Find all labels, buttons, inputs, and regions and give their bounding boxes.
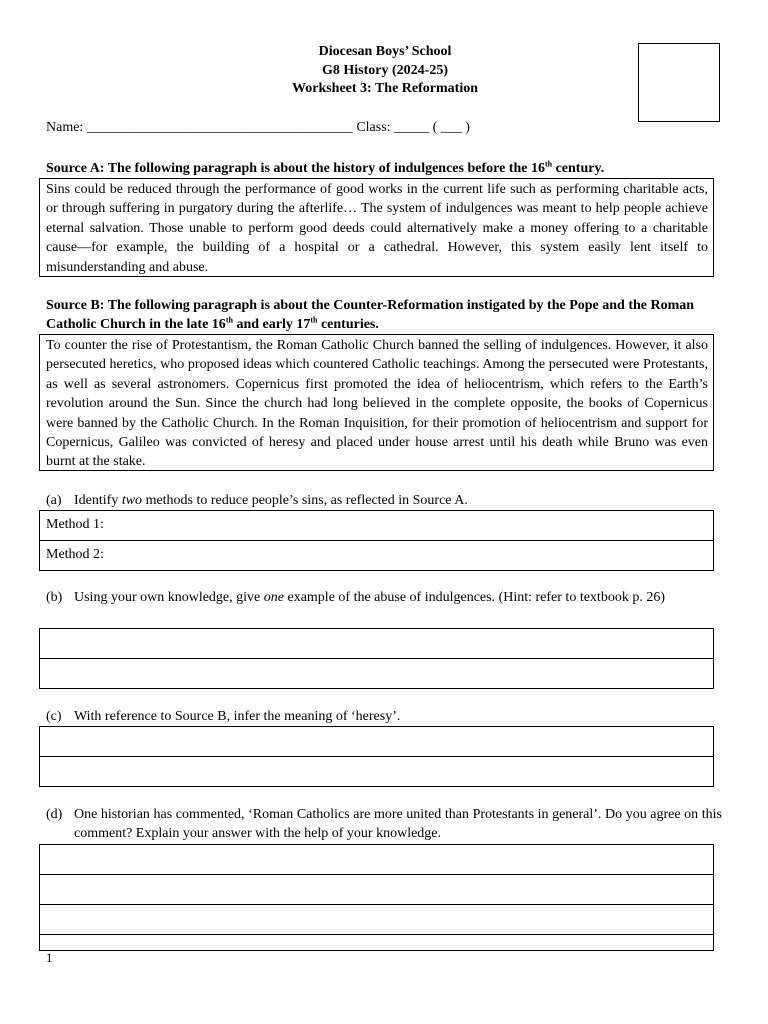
answer-row[interactable] <box>40 875 713 905</box>
answer-row-method-2[interactable] <box>40 541 713 571</box>
question-b <box>46 588 722 607</box>
question-a-text: Identify two methods to reduce people’s sins, as reflected in Source A. <box>74 493 468 508</box>
question-c-label: (c) <box>46 709 62 724</box>
method-2-label: Method 2: <box>46 547 104 562</box>
class-label: Class: <box>356 120 391 135</box>
source-b-title: Source B: The following paragraph is about the Counter-Reformation instigated by the Pope and the Roman Catholic Church in the late 16th and early 17th centuries. <box>46 298 695 332</box>
question-c <box>46 707 722 726</box>
source-a-text: Sins could be reduced through the performance of good works in the current life such as performing charitable acts, or through suffering in purgatory during the afterlife… The system of indulgences was meant to help people achieve eternal salvation. Those unable to perform good deeds could alternatively make a money offering to a charitable cause—for example, the building of a hospital or a cathedral. However, this system easily lent itself to misunderstanding and abuse. <box>46 182 708 275</box>
answer-table-a <box>39 510 714 571</box>
answer-row[interactable] <box>40 727 713 757</box>
question-d-text: One historian has commented, ‘Roman Catholics are more united than Protestants in general’. Do you agree on this comment? Explain your answer with the help of your knowledge. <box>74 807 722 841</box>
source-a-box <box>39 178 714 277</box>
answer-table-d <box>39 844 714 951</box>
answer-row[interactable] <box>40 629 713 659</box>
student-info-line <box>46 120 470 136</box>
question-a <box>46 491 722 510</box>
class-number-field[interactable]: ( ___ ) <box>432 120 470 135</box>
answer-row-method-1[interactable] <box>40 511 713 541</box>
question-b-label: (b) <box>46 590 63 605</box>
answer-row[interactable] <box>40 935 713 951</box>
answer-table-b <box>39 628 714 689</box>
page-number: 1 <box>46 950 53 965</box>
class-field[interactable]: _____ <box>394 120 430 135</box>
subject-title: G8 History (2024-25) <box>322 62 448 78</box>
method-1-label: Method 1: <box>46 517 104 532</box>
question-a-label: (a) <box>46 493 62 508</box>
worksheet-title: Worksheet 3: The Reformation <box>292 81 478 96</box>
question-c-text: With reference to Source B, infer the meaning of ‘heresy’. <box>74 709 401 724</box>
worksheet-header <box>190 43 580 99</box>
name-field[interactable]: ______________________________________ <box>86 120 353 135</box>
question-d-label: (d) <box>46 807 63 822</box>
answer-row[interactable] <box>40 659 713 689</box>
answer-row[interactable] <box>40 845 713 875</box>
answer-table-c <box>39 726 714 787</box>
question-b-text: Using your own knowledge, give one example of the abuse of indulgences. (Hint: refer to textbook p. 26) <box>74 590 665 605</box>
answer-row[interactable] <box>40 757 713 787</box>
name-label: Name: <box>46 120 84 135</box>
question-d <box>46 805 722 843</box>
source-a-title: Source A: The following paragraph is about the history of indulgences before the 16th century. <box>46 159 605 176</box>
source-b-box <box>39 334 714 471</box>
school-name: Diocesan Boys’ School <box>318 44 452 59</box>
source-b-text: To counter the rise of Protestantism, the Roman Catholic Church banned the selling of indulgences. However, it also persecuted heretics, who proposed ideas which countered Catholic teachings. Among the persecuted were Protestants, as well as several astronomers. Copernicus first promoted the idea of heliocentrism, which refers to the Earth’s revolution around the Sun. Since the church had long believed in the complete opposite, the books of Copernicus were banned by the Catholic Church. In the Roman Inquisition, for their promotion of heliocentrism and support for Copernicus, Galileo was convicted of heresy and placed under house arrest until his death while Bruno was even burnt at the stake. <box>46 338 708 470</box>
answer-row[interactable] <box>40 905 713 935</box>
marks-box <box>638 43 720 122</box>
